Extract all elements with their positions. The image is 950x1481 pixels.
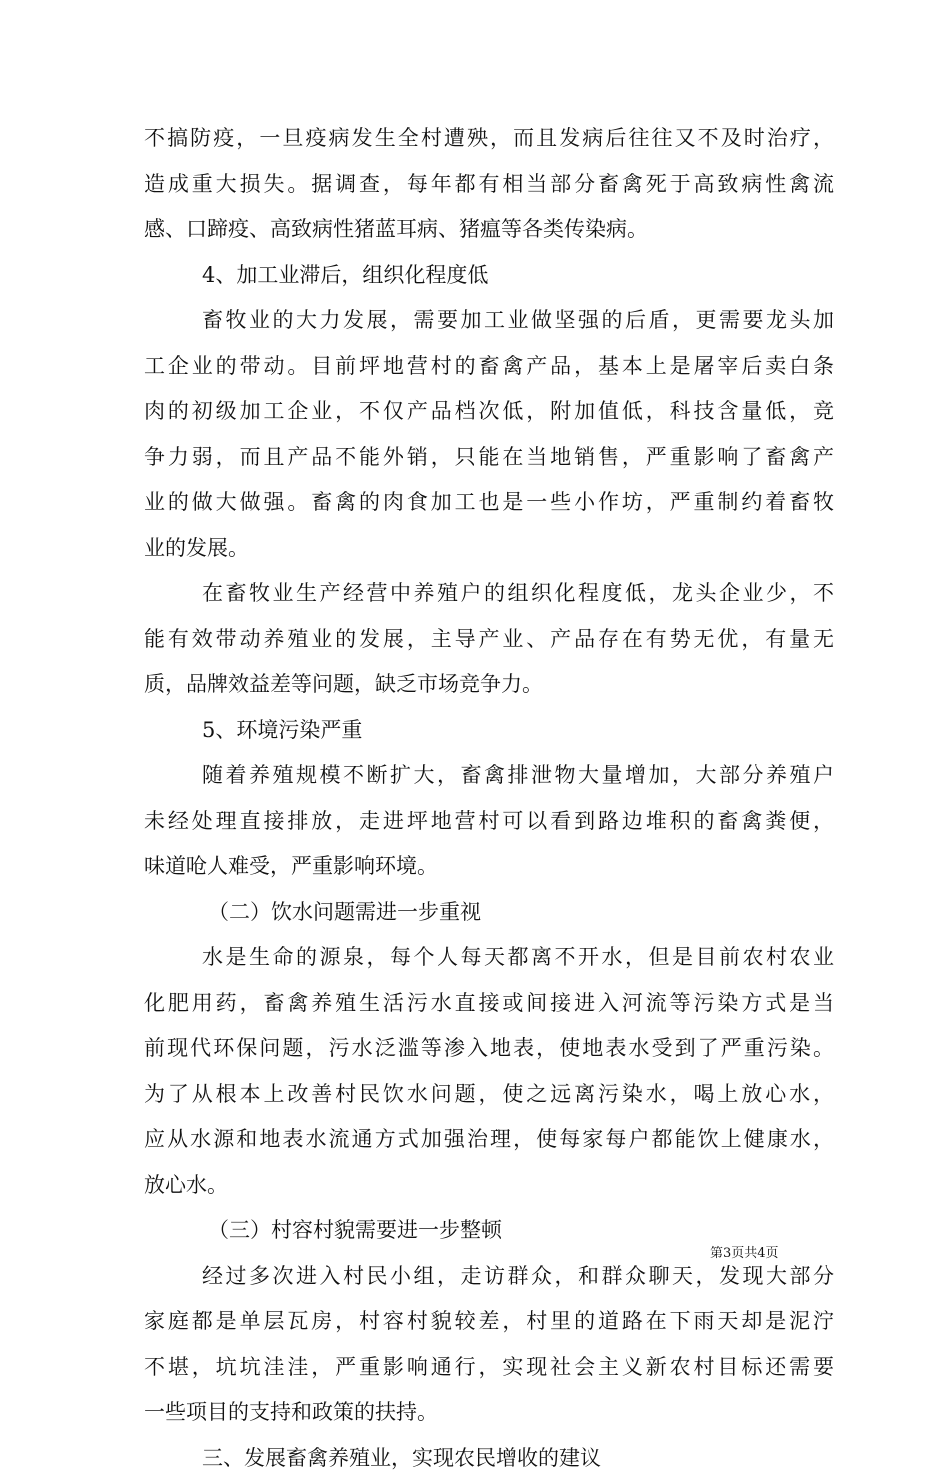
text-line: 能有效带动养殖业的发展，主导产业、产品存在有势无优，有量无: [144, 617, 834, 663]
text-line: 争力弱，而且产品不能外销，只能在当地销售，严重影响了畜禽产: [144, 435, 834, 481]
text-line: 为了从根本上改善村民饮水问题，使之远离污染水，喝上放心水，: [144, 1072, 834, 1118]
text-line: 味道呛人难受，严重影响环境。: [144, 844, 834, 890]
text-line: 经过多次进入村民小组，走访群众，和群众聊天，发现大部分: [144, 1254, 834, 1300]
text-line: 感、口蹄疫、高致病性猪蓝耳病、猪瘟等各类传染病。: [144, 207, 834, 253]
text-line: 业的做大做强。畜禽的肉食加工也是一些小作坊，严重制约着畜牧: [144, 480, 834, 526]
text-line: 未经处理直接排放，走进坪地营村可以看到路边堆积的畜禽粪便，: [144, 799, 834, 845]
text-line: 放心水。: [144, 1163, 834, 1209]
text-line: 肉的初级加工企业，不仅产品档次低，附加值低，科技含量低，竞: [144, 389, 834, 435]
text-line: 前现代环保问题，污水泛滥等渗入地表，使地表水受到了严重污染。: [144, 1026, 834, 1072]
section-heading: （三）村容村貌需要进一步整顿: [144, 1208, 834, 1254]
text-line: 一些项目的支持和政策的扶持。: [144, 1390, 834, 1436]
section-heading: （二）饮水问题需进一步重视: [144, 890, 834, 936]
text-line: 畜牧业的大力发展，需要加工业做坚强的后盾，更需要龙头加: [144, 298, 834, 344]
section-heading: 4、加工业滞后，组织化程度低: [144, 253, 834, 299]
text-line: 在畜牧业生产经营中养殖户的组织化程度低，龙头企业少，不: [144, 571, 834, 617]
text-line: 质，品牌效益差等问题，缺乏市场竞争力。: [144, 662, 834, 708]
text-line: 业的发展。: [144, 526, 834, 572]
text-line: 水是生命的源泉，每个人每天都离不开水，但是目前农村农业: [144, 935, 834, 981]
section-heading: 5、环境污染严重: [144, 708, 834, 754]
page-number-footer: 第3页共4页: [710, 1245, 779, 1263]
document-body: [144, 116, 834, 1481]
text-line: 化肥用药，畜禽养殖生活污水直接或间接进入河流等污染方式是当: [144, 981, 834, 1027]
section-heading: 三、发展畜禽养殖业，实现农民增收的建议: [144, 1436, 834, 1481]
text-line: 工企业的带动。目前坪地营村的畜禽产品，基本上是屠宰后卖白条: [144, 344, 834, 390]
text-line: 家庭都是单层瓦房，村容村貌较差，村里的道路在下雨天却是泥泞: [144, 1299, 834, 1345]
text-line: 不搞防疫，一旦疫病发生全村遭殃，而且发病后往往又不及时治疗，: [144, 116, 834, 162]
text-line: 不堪，坑坑洼洼，严重影响通行，实现社会主义新农村目标还需要: [144, 1345, 834, 1391]
text-line: 应从水源和地表水流通方式加强治理，使每家每户都能饮上健康水，: [144, 1117, 834, 1163]
text-line: 随着养殖规模不断扩大，畜禽排泄物大量增加，大部分养殖户: [144, 753, 834, 799]
text-line: 造成重大损失。据调查，每年都有相当部分畜禽死于高致病性禽流: [144, 162, 834, 208]
